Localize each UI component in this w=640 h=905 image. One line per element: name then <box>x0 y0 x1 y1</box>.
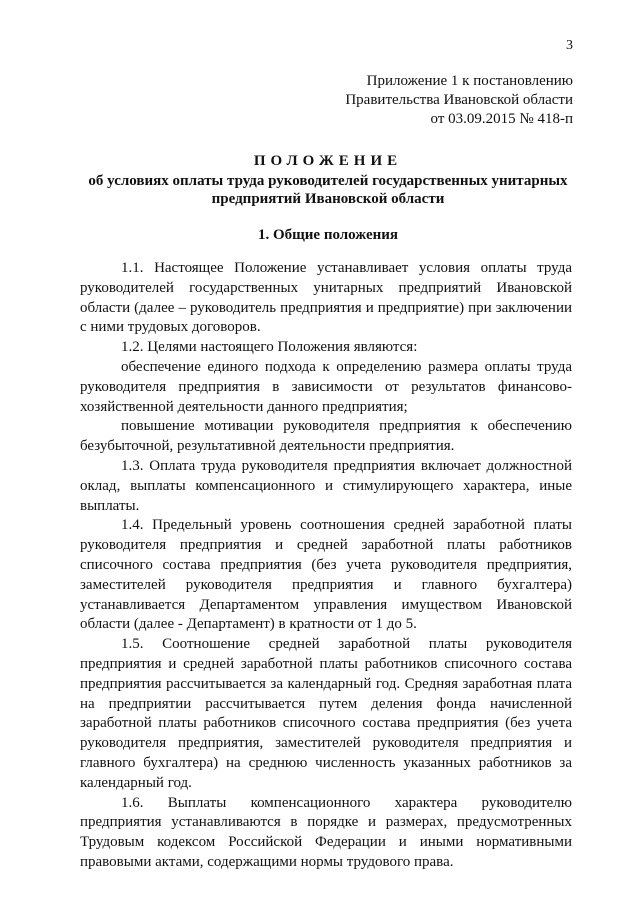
appendix-line: от 03.09.2015 № 418-п <box>430 111 573 127</box>
title-subtitle-line: об условиях оплаты труда руководителей государственных унитарных <box>88 173 568 189</box>
paragraph: 1.2. Целями настоящего Положения являются: <box>121 339 418 356</box>
paragraph: обеспечение единого подхода к определению размера оплаты труда руководителя предприятия в зависимости от результатов финансово-хозяйственной деятельности данного предприятия; <box>80 358 572 415</box>
page-number: 3 <box>566 38 573 53</box>
section-body <box>80 259 572 873</box>
document-title <box>78 152 578 208</box>
appendix-line: Правительства Ивановской области <box>345 92 573 108</box>
appendix-line: Приложение 1 к постановлению <box>366 73 573 89</box>
section-heading: 1. Общие положения <box>257 227 399 243</box>
paragraph: 1.3. Оплата труда руководителя предприятия включает должностной оклад, выплаты компенсационного и стимулирующего характера, иные выплаты. <box>80 457 572 514</box>
paragraph: повышение мотивации руководителя предприятия к обеспечению безубыточной, результативной деятельности предприятия. <box>80 418 572 455</box>
paragraph: 1.6. Выплаты компенсационного характера руководителю предприятия устанавливаются в порядке и размерах, предусмотренных Трудовым кодексом Российской Федерации и иными нормативными правовыми актами, содержащими нормы трудового права. <box>80 794 572 870</box>
paragraph: 1.5. Соотношение средней заработной платы руководителя предприятия и средней заработной платы работников списочного состава предприятия рассчитывается за календарный год. Средняя заработная плата на предприятии рассчитывается путем деления фонда начисленной заработной платы работников списочного состава предприятия (без учета руководителя предприятия, заместителей руководителя предприятия и главного бухгалтера) на среднюю численность указанных работников за календарный год. <box>80 636 572 791</box>
paragraph: 1.4. Предельный уровень соотношения средней заработной платы руководителя предприятия и средней заработной платы работников списочного состава предприятия (без учета руководителя предприятия, заместителей руководителя предприятия и главного бухгалтера) устанавливается Департаментом управления имуществом Ивановской области (далее - Департамент) в кратности от 1 до 5. <box>80 517 572 633</box>
appendix-reference <box>345 72 573 129</box>
title-subtitle-line: предприятий Ивановской области <box>211 191 445 207</box>
paragraph: 1.1. Настоящее Положение устанавливает условия оплаты труда руководителей государственных унитарных предприятий Ивановской области (далее – руководитель предприятия и предприятие) при заключении с ними трудовых договоров. <box>80 260 572 336</box>
title-main: ПОЛОЖЕНИЕ <box>253 153 403 169</box>
